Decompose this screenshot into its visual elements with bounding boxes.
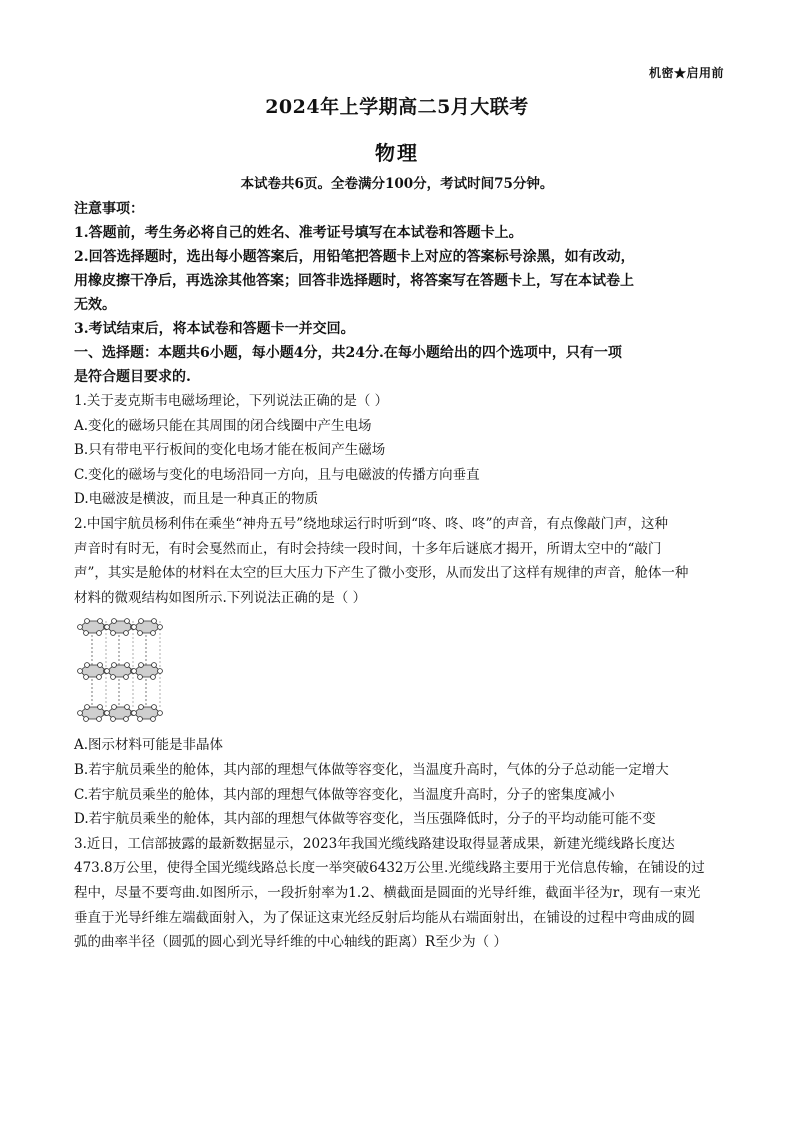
question-3-stem: 垂直于光导纤维左端截面射入，为了保证这束光经反射后均能从右端面射出，在铺设的过程中弯曲成的圆 [74,909,695,926]
lattice-atom [152,663,157,668]
question-1-option-a: A.变化的磁场只能在其周围的闭合线圈中产生电场 [74,417,372,434]
question-2-option-c: C.若宇航员乘坐的舱体，其内部的理想气体做等容变化，当温度升高时，分子的密集度减小 [74,786,615,803]
lattice-atom [112,705,117,710]
lattice-atom [132,711,137,716]
question-2-option-b: B.若宇航员乘坐的舱体，其内部的理想气体做等容变化，当温度升高时，气体的分子总动能一定增大 [74,761,669,778]
question-2-option-a: A.图示材料可能是非晶体 [74,737,224,754]
lattice-atom [139,705,144,710]
lattice-atom [125,663,130,668]
lattice-atom [98,705,103,710]
question-3-stem: 弧的曲率半径（圆弧的圆心到光导纤维的中心轴线的距离）R至少为（ ） [74,934,507,951]
notes-item: 用橡皮擦干净后，再选涂其他答案；回答非选择题时，将答案写在答题卡上，写在本试卷上 [74,273,634,289]
notes-item: 1.答题前，考生务必将自己的姓名、准考证号填写在本试卷和答题卡上。 [74,225,523,241]
lattice-atom [78,711,83,716]
lattice-atom [125,705,130,710]
lattice-atom [124,717,129,722]
question-1-stem: 1.关于麦克斯韦电磁场理论，下列说法正确的是（ ） [74,393,389,409]
lattice-atom [105,625,110,630]
lattice-atom [105,711,110,716]
lattice-atom [85,619,90,624]
confidential-mark: 机密★启用前 [648,66,724,80]
lattice-atom [85,705,90,710]
lattice-atom [138,717,143,722]
lattice-atom [85,663,90,668]
notes-item: 3.考试结束后，将本试卷和答题卡一并交回。 [74,321,355,337]
lattice-atom [139,619,144,624]
lattice-atom [97,717,102,722]
question-2-stem: 2.中国宇航员杨利伟在乘坐“神舟五号”绕地球运行时听到“咚、咚、咚”的声音，有点像敲门声，这种 [74,515,668,532]
lattice-atom [152,619,157,624]
lattice-atom [152,705,157,710]
lattice-atom [158,711,163,716]
lattice-atom [112,663,117,668]
lattice-atom [111,675,116,680]
lattice-atom [78,625,83,630]
question-3-stem: 473.8万公里，使得全国光缆线路总长度一举突破6432万公里.光缆线路主要用于光信息传输，在铺设的过 [74,860,705,877]
lattice-atom [151,717,156,722]
lattice-atom [138,675,143,680]
question-3-stem: 3.近日，工信部披露的最新数据显示，2023年我国光缆线路建设取得显著成果，新建光缆线路长度达 [74,835,675,852]
lattice-atom [139,663,144,668]
exam-content [74,197,724,955]
section-heading-cont: 是符合题目要求的. [74,369,191,385]
subject-title: 物理 [375,141,419,165]
lattice-atom [98,663,103,668]
lattice-atom [78,669,83,674]
question-3-stem: 程中，尽量不要弯曲.如图所示，一段折射率为1.2、横截面是圆面的光导纤维，截面半径为r，现有一束光 [74,884,701,901]
lattice-atom [125,619,130,624]
lattice-atom [124,631,129,636]
lattice-atom [158,669,163,674]
question-1-option-d: D.电磁波是横波，而且是一种真正的物质 [74,491,319,508]
notes-item: 2.回答选择题时，选出每小题答案后，用铅笔把答题卡上对应的答案标号涂黑，如有改动， [74,249,635,265]
section-heading: 一、选择题：本题共6小题，每小题4分，共24分.在每小题给出的四个选项中，只有一项 [74,345,622,361]
lattice-atom [124,675,129,680]
question-2-stem: 材料的微观结构如图所示.下列说法正确的是（ ） [74,589,367,606]
question-2-stem: 声音时有时无，有时会戛然而止，有时会持续一段时间，十多年后谜底才揭开，所谓太空中的“敲门 [74,540,662,557]
lattice-atom [132,625,137,630]
lattice-atom [84,631,89,636]
exam-title: 2024年上学期高二5月大联考 [265,96,529,118]
crystal-structure-figure [74,613,184,733]
lattice-atom [132,669,137,674]
question-1-option-b: B.只有带电平行板间的变化电场才能在板间产生磁场 [74,442,386,459]
exam-meta-line: 本试卷共6页。全卷满分100分，考试时间75分钟。 [240,176,554,192]
question-1-option-c: C.变化的磁场与变化的电场沿同一方向，且与电磁波的传播方向垂直 [74,466,480,483]
notes-item: 无效。 [74,297,116,313]
question-2-stem: 声”，其实是舱体的材料在太空的巨大压力下产生了微小变形，从而发出了这样有规律的声音，舱体一种 [74,565,689,582]
lattice-atom [84,717,89,722]
lattice-atom [98,619,103,624]
lattice-atom [97,675,102,680]
question-2-option-d: D.若宇航员乘坐的舱体，其内部的理想气体做等容变化，当压强降低时，分子的平均动能可能不变 [74,811,656,828]
lattice-atom [138,631,143,636]
notes-heading: 注意事项： [74,201,144,217]
lattice-atom [151,675,156,680]
lattice-atom [105,669,110,674]
lattice-atom [111,717,116,722]
lattice-atom [112,619,117,624]
lattice-atom [158,625,163,630]
lattice-atom [111,631,116,636]
crystal-lattice-diagram [74,613,184,733]
lattice-atom [84,675,89,680]
lattice-atom [97,631,102,636]
lattice-atom [151,631,156,636]
